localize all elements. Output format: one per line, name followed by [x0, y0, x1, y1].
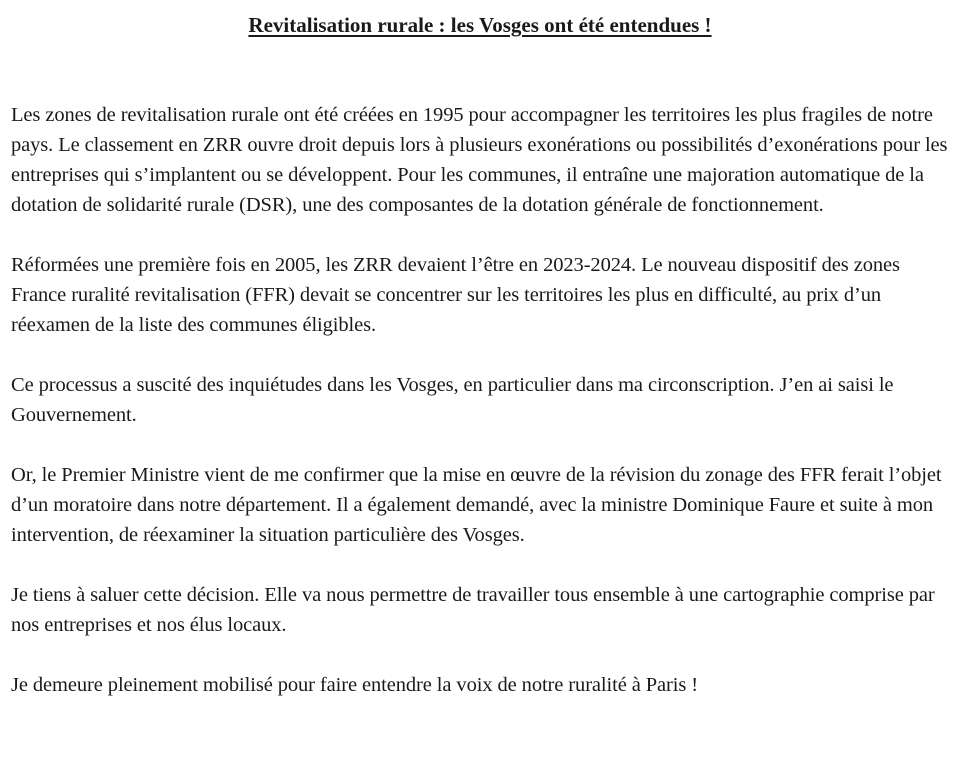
paragraph: Les zones de revitalisation rurale ont été créées en 1995 pour accompagner les territoires les plus fragiles de notre pays. Le classement en ZRR ouvre droit depuis lors à plusieurs exonérations ou possibilités d’exonérations pour les entreprises qui s’implantent ou se développent. Pour les communes, il entraîne une majoration automatique de la dotation de solidarité rurale (DSR), une des composantes de la dotation générale de fonctionnement.	[11, 104, 948, 216]
paragraph: Ce processus a suscité des inquiétudes dans les Vosges, en particulier dans ma circonscription. J’en ai saisi le Gouvernement.	[11, 374, 894, 426]
document	[11, 10, 949, 700]
document-title: Revitalisation rurale : les Vosges ont été entendues !	[248, 13, 712, 37]
paragraph: Réformées une première fois en 2005, les ZRR devaient l’être en 2023-2024. Le nouveau dispositif des zones France ruralité revitalisation (FFR) devait se concentrer sur les territoires les plus en difficulté, au prix d’un réexamen de la liste des communes éligibles.	[11, 254, 900, 336]
paragraph: Or, le Premier Ministre vient de me confirmer que la mise en œuvre de la révision du zonage des FFR ferait l’objet d’un moratoire dans notre département. Il a également demandé, avec la ministre Dominique Faure et suite à mon intervention, de réexaminer la situation particulière des Vosges.	[11, 464, 942, 546]
paragraph: Je demeure pleinement mobilisé pour faire entendre la voix de notre ruralité à Paris !	[11, 674, 698, 696]
paragraph: Je tiens à saluer cette décision. Elle va nous permettre de travailler tous ensemble à une cartographie comprise par nos entreprises et nos élus locaux.	[11, 584, 935, 636]
document-body	[11, 100, 949, 700]
